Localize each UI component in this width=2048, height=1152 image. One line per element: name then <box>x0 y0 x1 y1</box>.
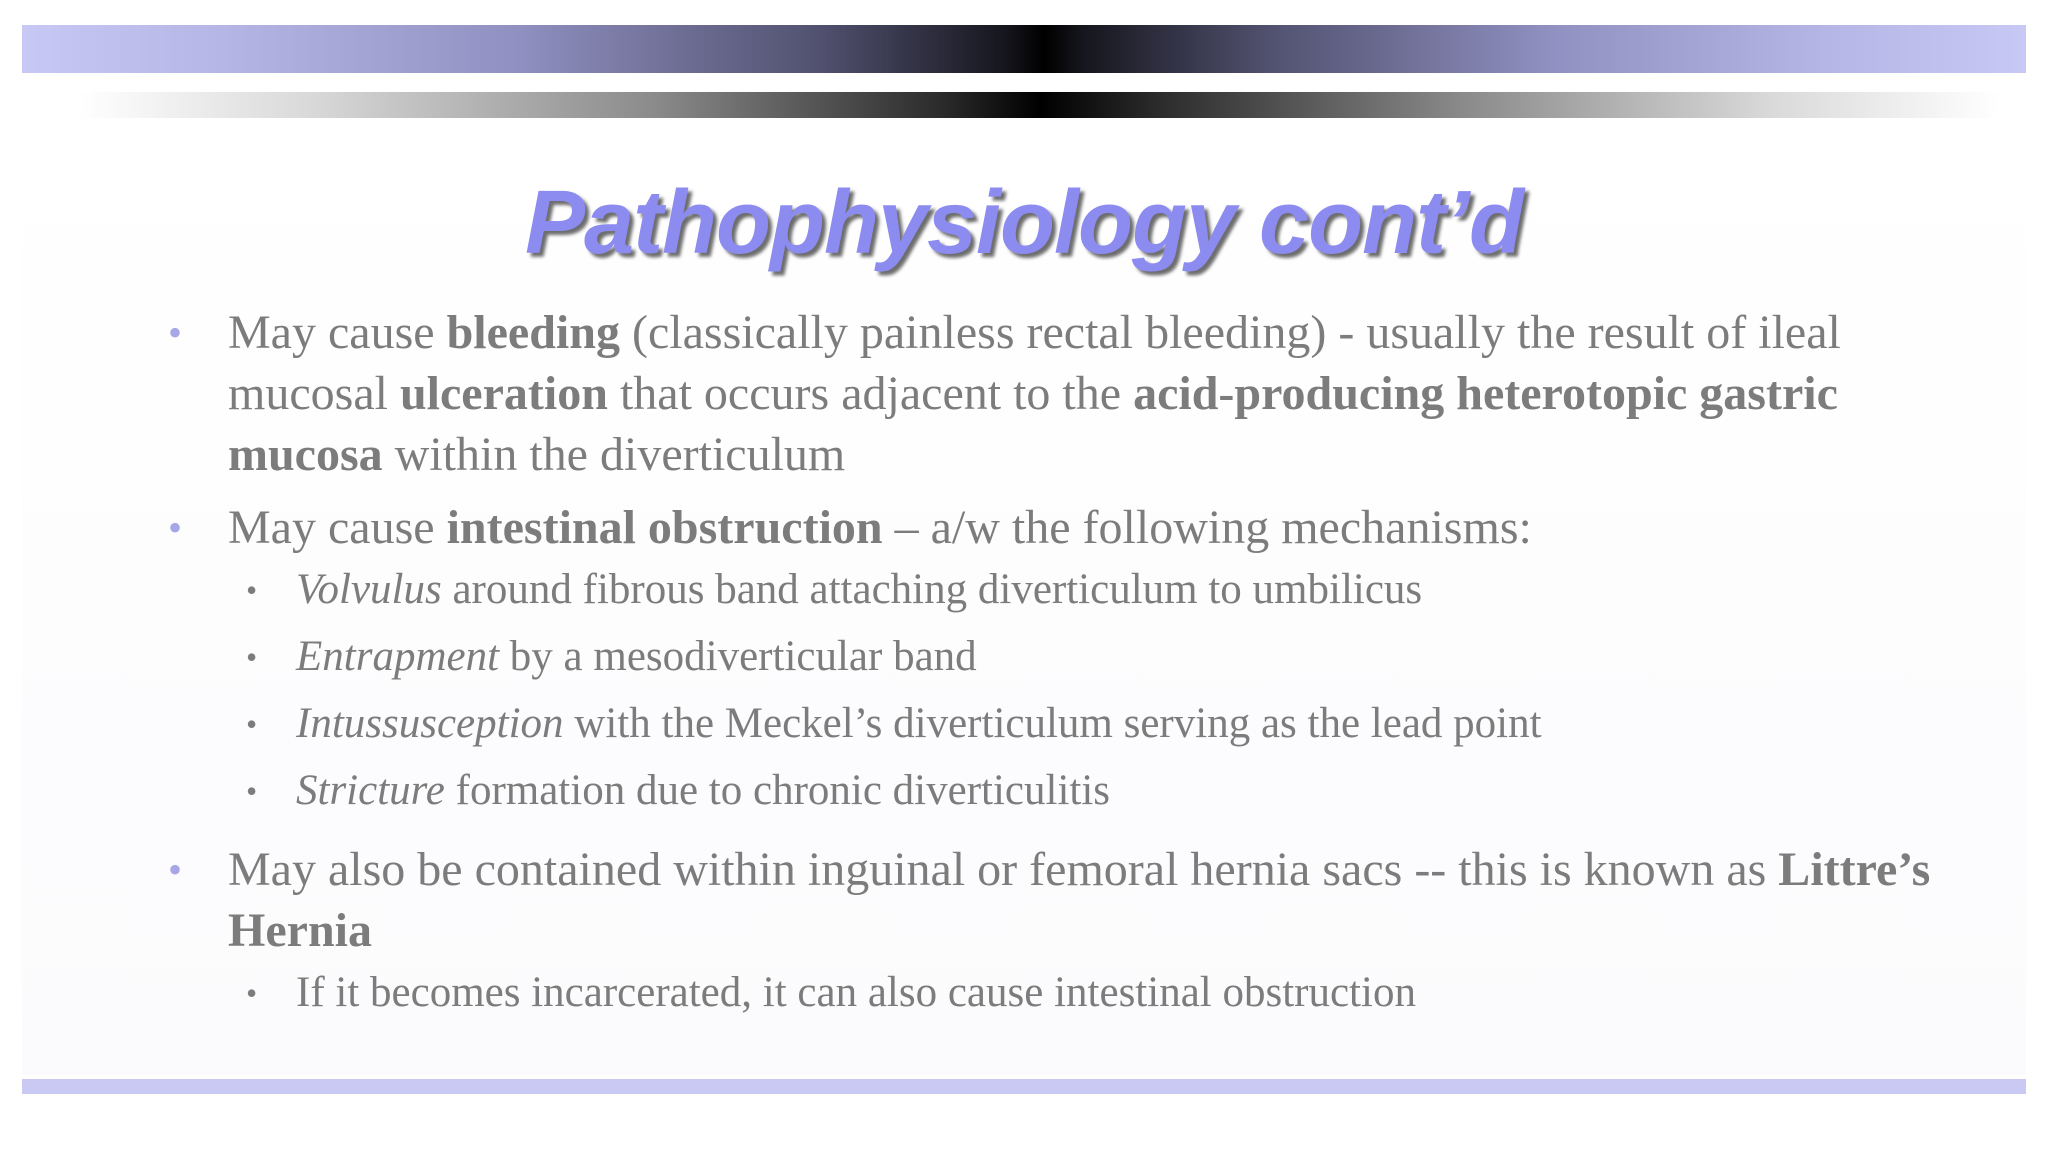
sub-bullet-intussusception <box>168 698 1968 750</box>
text-run: May cause <box>228 306 447 359</box>
text-run: May also be contained within inguinal or femoral hernia sacs -- this is known as <box>228 843 1779 896</box>
text-run: that occurs adjacent to the <box>607 367 1134 420</box>
bold-term-littres-hernia: Littre’s Hernia <box>228 843 1931 957</box>
text-run: (classically painless rectal bleeding) - usually the result of ileal mucosal <box>228 306 1841 420</box>
italic-term: Stricture <box>296 767 445 814</box>
text-run: May cause <box>228 501 447 554</box>
bold-term-ulceration: ulceration <box>399 367 608 420</box>
top-decorative-band <box>22 25 2026 73</box>
bold-term-intestinal-obstruction: intestinal obstruction <box>446 501 883 554</box>
gradient-divider-band <box>80 92 2000 118</box>
italic-term: Entrapment <box>296 633 500 680</box>
sub-bullet-entrapment <box>168 631 1968 683</box>
text-run: with the Meckel’s diverticulum serving as the lead point <box>563 700 1542 747</box>
sub-bullet-incarcerated <box>168 967 1968 1019</box>
bold-term-gastric-mucosa: acid-producing heterotopic gastric mucosa <box>228 367 1838 481</box>
sub-bullet-dot-icon: • <box>246 639 258 675</box>
text-run: within the diverticulum <box>382 428 846 481</box>
slide-body <box>168 302 1968 1034</box>
sub-bullet-stricture <box>168 765 1968 817</box>
bullet-obstruction <box>168 497 1968 558</box>
text-run: formation due to chronic diverticulitis <box>444 767 1111 814</box>
italic-term: Volvulus <box>296 566 442 613</box>
bullet-bleeding <box>168 302 1968 485</box>
sub-bullet-dot-icon: • <box>246 706 258 742</box>
bullet-hernia <box>168 839 1968 961</box>
sub-bullet-dot-icon: • <box>246 975 258 1011</box>
sub-bullet-volvulus <box>168 564 1968 616</box>
text-run: If it becomes incarcerated, it can also cause intestinal obstruction <box>296 969 1416 1016</box>
slide-title: Pathophysiology cont’d <box>524 173 1523 273</box>
text-run: by a mesodiverticular band <box>499 633 977 680</box>
sub-bullet-dot-icon: • <box>246 773 258 809</box>
bullet-dot-icon: • <box>168 505 183 550</box>
italic-term: Intussusception <box>296 700 564 747</box>
bottom-decorative-band <box>22 1079 2026 1094</box>
sub-bullet-dot-icon: • <box>246 572 258 608</box>
text-run: around fibrous band attaching diverticulum to umbilicus <box>441 566 1423 613</box>
bold-term-bleeding: bleeding <box>446 306 620 359</box>
bullet-dot-icon: • <box>168 847 183 892</box>
text-run: – a/w the following mechanisms: <box>882 501 1532 554</box>
bullet-dot-icon: • <box>168 310 183 355</box>
